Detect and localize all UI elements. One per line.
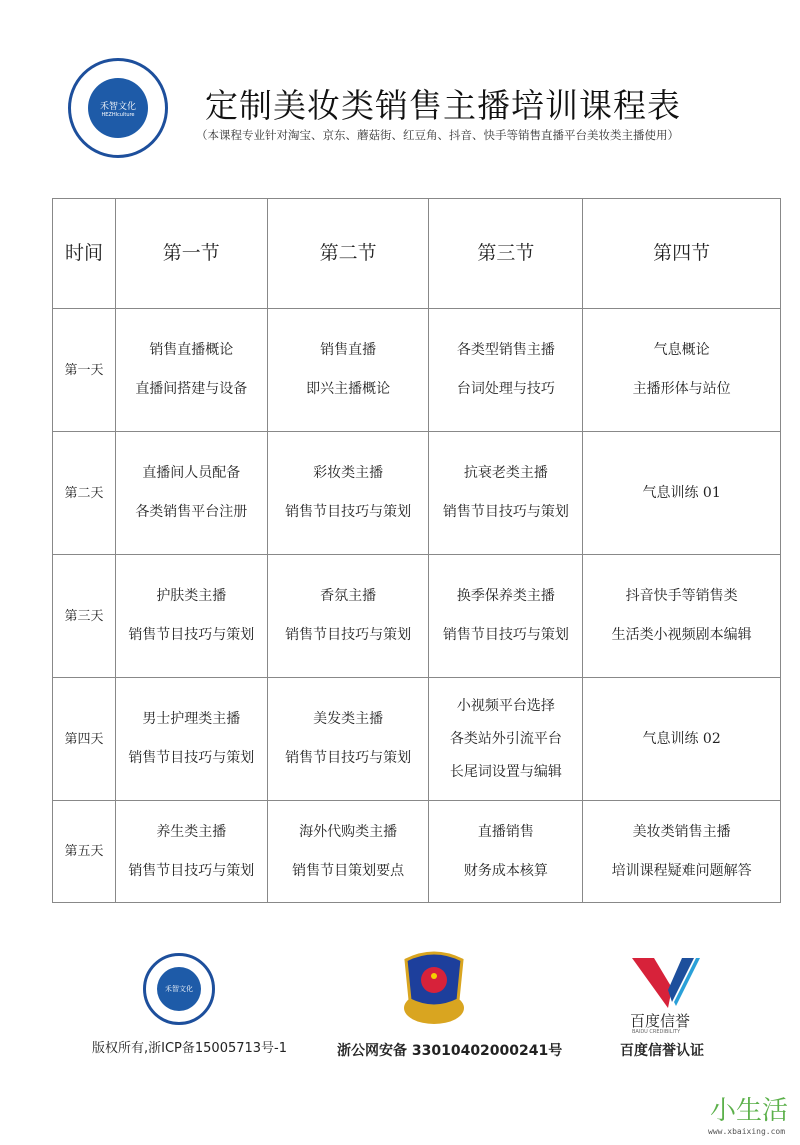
course-line: 美发类主播 bbox=[313, 711, 384, 727]
course-schedule-table bbox=[52, 198, 781, 903]
course-line: 美妆类销售主播 bbox=[632, 823, 731, 840]
course-line: 换季保养类主播 bbox=[456, 588, 555, 604]
page-title: 定制美妆类销售主播培训课程表 bbox=[205, 86, 681, 125]
course-line: 直播间搭建与设备 bbox=[135, 381, 248, 397]
course-line: 气息概论 bbox=[653, 342, 710, 358]
police-badge-icon bbox=[398, 950, 470, 1028]
course-line: 香氛主播 bbox=[320, 588, 377, 604]
course-line: 气息训练 01 bbox=[642, 484, 721, 501]
day-label: 第五天 bbox=[53, 801, 116, 903]
column-header: 时间 bbox=[53, 199, 116, 309]
course-cell bbox=[267, 432, 429, 555]
course-line: 销售节目策划要点 bbox=[292, 862, 405, 879]
footer-logo-text: 禾智文化 bbox=[165, 985, 193, 993]
course-cell bbox=[115, 678, 267, 801]
course-line: 直播销售 bbox=[477, 823, 534, 840]
course-line: 销售直播 bbox=[320, 342, 377, 358]
day-label: 第二天 bbox=[53, 432, 116, 555]
day-label: 第四天 bbox=[53, 678, 116, 801]
course-line: 生活类小视频剧本编辑 bbox=[611, 627, 752, 643]
course-cell bbox=[429, 801, 583, 903]
course-cell bbox=[115, 432, 267, 555]
course-line: 抖音快手等销售类 bbox=[625, 588, 738, 604]
course-cell bbox=[429, 432, 583, 555]
course-cell bbox=[267, 555, 429, 678]
course-line: 气息训练 02 bbox=[642, 730, 721, 747]
logo-sub: HEZHIculture bbox=[101, 111, 135, 118]
logo-text: 禾智文化 bbox=[99, 101, 136, 112]
course-line: 各类站外引流平台 bbox=[449, 730, 562, 747]
course-cell bbox=[115, 801, 267, 903]
course-line: 养生类主播 bbox=[156, 823, 227, 840]
course-line: 主播形体与站位 bbox=[632, 381, 731, 397]
course-line: 抗衰老类主播 bbox=[463, 465, 548, 481]
course-cell bbox=[583, 801, 781, 903]
baidu-logo-text: 百度信誉 bbox=[630, 1012, 691, 1030]
column-header: 第一节 bbox=[115, 199, 267, 309]
table-row bbox=[53, 309, 781, 432]
baidu-credibility-label: 百度信誉认证 bbox=[620, 1043, 704, 1059]
course-line: 护肤类主播 bbox=[156, 588, 227, 604]
course-cell bbox=[115, 555, 267, 678]
watermark bbox=[690, 1090, 788, 1136]
course-line: 销售直播概论 bbox=[149, 342, 234, 358]
page-subtitle: （本课程专业针对淘宝、京东、蘑菇街、红豆角、抖音、快手等销售直播平台美妆类主播使用） bbox=[196, 128, 679, 142]
course-line: 直播间人员配备 bbox=[142, 465, 241, 481]
course-line: 海外代购类主播 bbox=[299, 823, 398, 840]
footer-company-logo bbox=[143, 953, 215, 1025]
police-record: 浙公网安备 33010402000241号 bbox=[337, 1043, 563, 1059]
icp-record: 版权所有,浙ICP备15005713号-1 bbox=[92, 1041, 288, 1056]
course-line: 即兴主播概论 bbox=[306, 381, 391, 397]
watermark-text: 小生活 bbox=[710, 1096, 789, 1126]
course-cell bbox=[583, 309, 781, 432]
column-header: 第四节 bbox=[583, 199, 781, 309]
course-cell bbox=[429, 678, 583, 801]
course-line: 各类销售平台注册 bbox=[135, 504, 248, 520]
course-line: 各类型销售主播 bbox=[456, 342, 555, 358]
course-cell bbox=[429, 555, 583, 678]
course-line: 销售节目技巧与策划 bbox=[442, 504, 569, 520]
course-cell bbox=[583, 678, 781, 801]
course-cell bbox=[267, 678, 429, 801]
course-cell bbox=[583, 432, 781, 555]
course-line: 长尾词设置与编辑 bbox=[449, 763, 562, 780]
course-cell bbox=[429, 309, 583, 432]
day-label: 第三天 bbox=[53, 555, 116, 678]
table-header-row bbox=[53, 199, 781, 309]
course-line: 彩妆类主播 bbox=[313, 465, 384, 481]
course-cell bbox=[267, 309, 429, 432]
column-header: 第三节 bbox=[429, 199, 583, 309]
baidu-credibility-logo-icon bbox=[632, 958, 702, 1008]
table-row bbox=[53, 678, 781, 801]
course-line: 小视频平台选择 bbox=[456, 697, 555, 714]
day-label: 第一天 bbox=[53, 309, 116, 432]
table-row bbox=[53, 432, 781, 555]
course-line: 销售节目技巧与策划 bbox=[128, 862, 255, 879]
course-line: 销售节目技巧与策划 bbox=[285, 750, 412, 766]
course-line: 销售节目技巧与策划 bbox=[128, 750, 255, 766]
course-line: 销售节目技巧与策划 bbox=[442, 627, 569, 643]
company-logo bbox=[68, 58, 168, 158]
course-line: 销售节目技巧与策划 bbox=[285, 627, 412, 643]
column-header: 第二节 bbox=[267, 199, 429, 309]
course-line: 男士护理类主播 bbox=[142, 711, 241, 727]
course-cell bbox=[267, 801, 429, 903]
course-line: 销售节目技巧与策划 bbox=[285, 504, 412, 520]
baidu-logo-en: BAIDU CREDIBILITY bbox=[632, 1029, 681, 1035]
course-line: 财务成本核算 bbox=[463, 862, 548, 879]
course-cell bbox=[583, 555, 781, 678]
course-line: 销售节目技巧与策划 bbox=[128, 627, 255, 643]
course-line: 培训课程疑难问题解答 bbox=[611, 862, 752, 879]
watermark-url: www.xbaixing.com bbox=[708, 1127, 786, 1136]
table-row bbox=[53, 801, 781, 903]
table-row bbox=[53, 555, 781, 678]
course-cell bbox=[115, 309, 267, 432]
course-line: 台词处理与技巧 bbox=[456, 381, 555, 397]
